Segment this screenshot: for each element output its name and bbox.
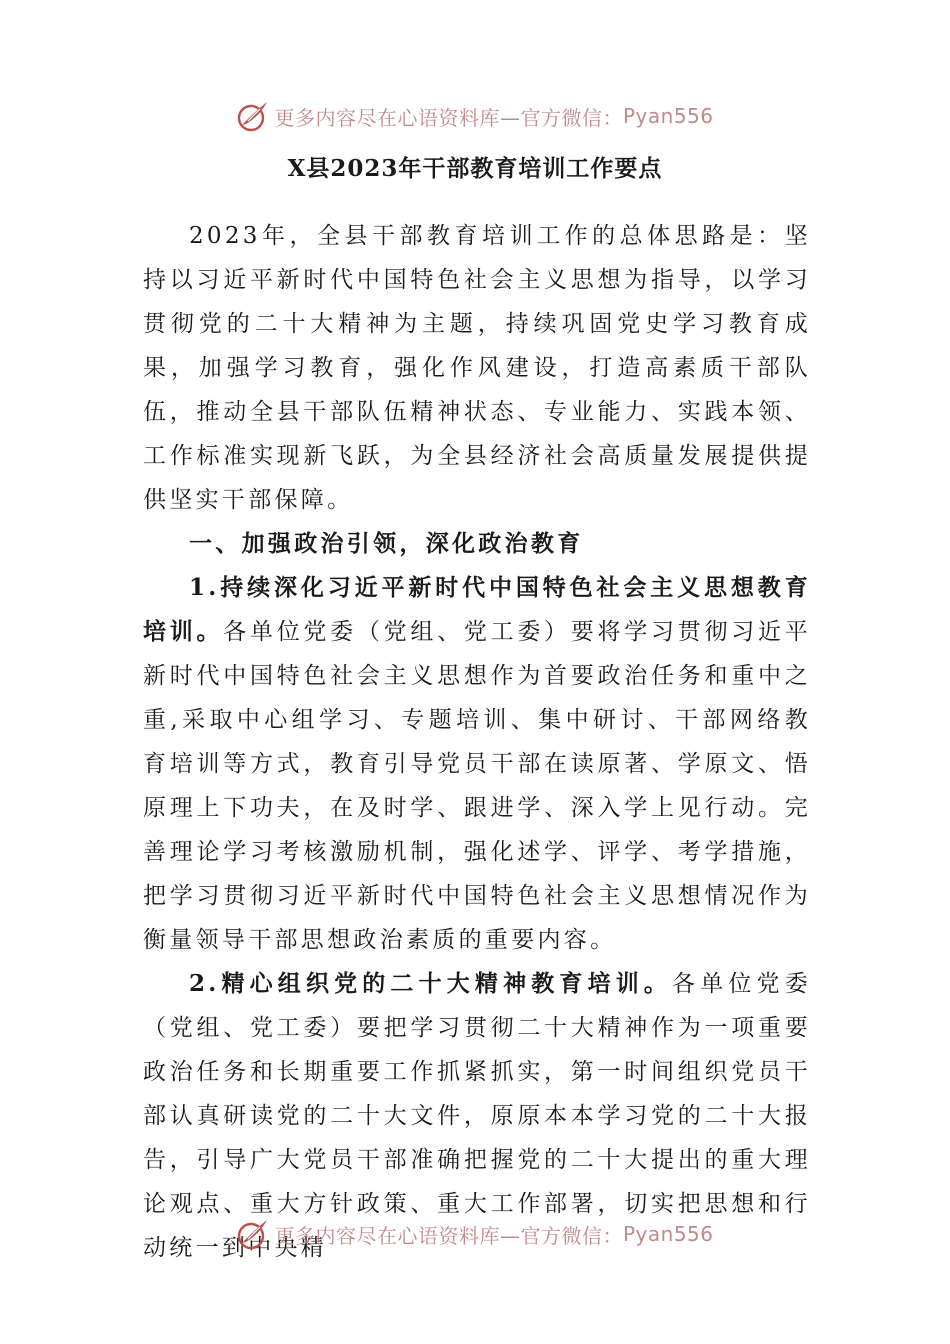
intro-paragraph: 2023年，全县干部教育培训工作的总体思路是：坚持以习近平新时代中国特色社会主义思想为指导，以学习贯彻党的二十大精神为主题，持续巩固党史学习教育成果，加强学习教育，强化作风建设，打造高素质干部队伍，推动全县干部队伍精神状态、专业能力、实践本领、工作标准实现新飞跃，为全县经济社会高质量发展提供提供坚实干部保障。: [143, 223, 811, 513]
quill-logo-icon: [236, 99, 270, 133]
item-body: 各单位党委（党组、党工委）要将学习贯彻习近平新时代中国特色社会主义思想作为首要政治任务和重中之重,采取中心组学习、专题培训、集中研讨、干部网络教育培训等方式，教育引导党员干部在读原著、学原文、悟原理上下功夫，在及时学、跟进学、深入学上见行动。完善理论学习考核激励机制，强化述学、评学、考学措施，把学习贯彻习近平新时代中国特色社会主义思想情况作为衡量领导干部思想政治素质的重要内容。: [143, 619, 811, 953]
section-heading: 一、加强政治引领，深化政治教育: [189, 530, 584, 557]
document-title: X县2023年干部教育培训工作要点: [287, 155, 663, 182]
header-watermark-banner: [0, 96, 950, 136]
banner-wechat-id: Pyan556: [622, 1222, 714, 1246]
quill-logo-icon: [236, 1217, 270, 1251]
item-lead: 1.持续深化习近平新时代中国特色社会主义思想教育培训。: [143, 574, 811, 645]
item-paragraph-1: [143, 566, 811, 962]
banner-text: 更多内容尽在心语资料库—官方微信：: [274, 1223, 623, 1248]
footer-watermark-banner: [0, 1214, 950, 1254]
item-lead: 2.精心组织党的二十大精神教育培训。: [189, 970, 673, 997]
banner-text: 更多内容尽在心语资料库—官方微信：: [274, 105, 623, 130]
item-body: 各单位党委（党组、党工委）要把学习贯彻二十大精神作为一项重要政治任务和长期重要工作抓紧抓实，第一时间组织党员干部认真研读党的二十大文件，原原本本学习党的二十大报告，引导广大党员干部准确把握党的二十大提出的重大理论观点、重大方针政策、重大工作部署，切实把思想和行动统一到中央精: [143, 971, 811, 1261]
banner-wechat-id: Pyan556: [622, 104, 714, 128]
document-body: [143, 214, 811, 1270]
